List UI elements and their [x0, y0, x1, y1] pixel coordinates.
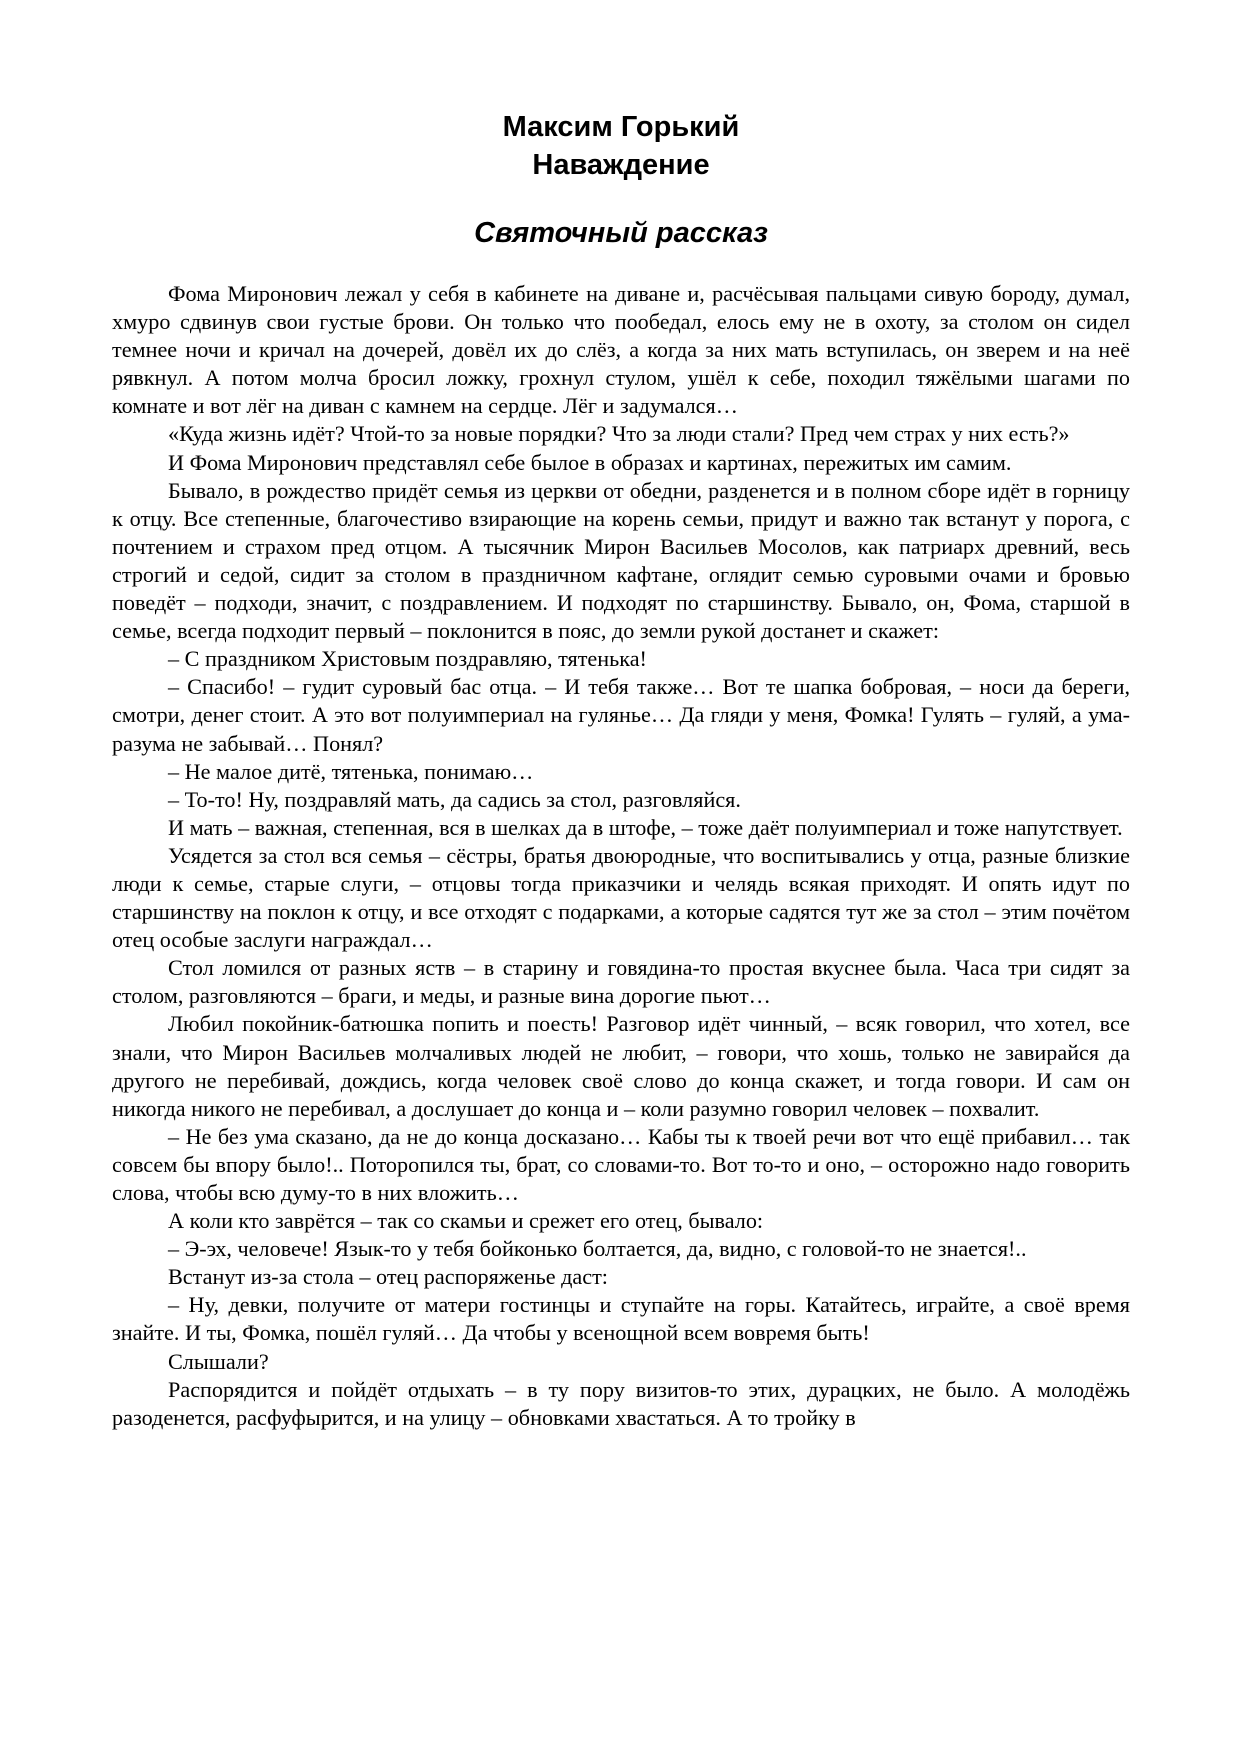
- work-subtitle: Святочный рассказ: [474, 217, 768, 249]
- paragraph: Любил покойник-батюшка попить и поесть! Разговор идёт чинный, – всяк говорил, что хотел, все знали, что Мирон Васильев молчаливых людей не любит, – говори, что хошь, только не завирайся да другого не перебивай, дождись, когда человек своё слово до конца скажет, и тогда говори. И сам он никогда никого не перебивал, а дослушает до конца и – коли разумно говорил человек – похвалит.: [112, 1011, 1130, 1121]
- paragraph: – Не без ума сказано, да не до конца досказано… Кабы ты к твоей речи вот что ещё прибавил… так совсем бы впору было!.. Поторопился ты, брат, со словами-то. Вот то-то и оно, – осторожно надо говорить слова, чтобы всю думу-то в них вложить…: [112, 1123, 1130, 1205]
- paragraph: – То-то! Ну, поздравляй мать, да садись за стол, разговляйся.: [168, 786, 741, 812]
- paragraph: Усядется за стол вся семья – сёстры, братья двоюродные, что воспитывались у отца, разные близкие люди к семье, старые слуги, – отцовы тогда приказчики и челядь всякая приходят. И опять идут по старшинству на поклон к отцу, и все отходят с подарками, а которые садятся тут же за стол – этим почётом отец особые заслуги награждал…: [112, 842, 1130, 953]
- paragraph: Встанут из-за стола – отец распоряженье даст:: [168, 1264, 608, 1290]
- paragraph: – С праздником Христовым поздравляю, тятенька!: [168, 646, 647, 672]
- paragraph: – Э-эх, человече! Язык-то у тебя бойконько болтается, да, видно, с головой-то не знается!..: [168, 1236, 1027, 1262]
- work-title: Наваждение: [532, 149, 710, 181]
- paragraph: «Куда жизнь идёт? Чтой-то за новые порядки? Что за люди стали? Пред чем страх у них есть?»: [168, 421, 1070, 447]
- paragraph: – Спасибо! – гудит суровый бас отца. – И тебя также… Вот те шапка бобровая, – носи да береги, смотри, денег стоит. А это вот полуимпериал на гулянье… Да гляди у меня, Фомка! Гулять – гуляй, а ума-разума не забывай… Понял?: [112, 674, 1130, 756]
- title-block: [0, 108, 1242, 252]
- paragraph: И Фома Миронович представлял себе былое в образах и картинах, пережитых им самим.: [168, 449, 1012, 475]
- paragraph: А коли кто заврётся – так со скамьи и срежет его отец, бывало:: [168, 1208, 764, 1234]
- paragraph: – Не малое дитё, тятенька, понимаю…: [168, 758, 534, 784]
- paragraph: Бывало, в рождество придёт семья из церкви от обедни, разденется и в полном сборе идёт в горницу к отцу. Все степенные, благочестиво взирающие на корень семьи, придут и важно так встанут у порога, с почтением и страхом пред отцом. А тысячник Мирон Васильев Мосолов, как патриарх древний, весь строгий и седой, сидит за столом в праздничном кафтане, оглядит семью суровыми очами и бровью поведёт – подходи, значит, с поздравлением. И подходят по старшинству. Бывало, он, Фома, старшой в семье, всегда подходит первый – поклонится в пояс, до земли рукой достанет и скажет:: [112, 477, 1130, 644]
- paragraph: Слышали?: [168, 1348, 269, 1374]
- paragraph: – Ну, девки, получите от матери гостинцы и ступайте на горы. Катайтесь, играйте, а своё время знайте. И ты, Фомка, пошёл гуляй… Да чтобы у всенощной всем вовремя быть!: [112, 1292, 1130, 1346]
- paragraph: И мать – важная, степенная, вся в шелках да в штофе, – тоже даёт полуимпериал и тоже напутствует.: [168, 814, 1123, 840]
- paragraph: Фома Миронович лежал у себя в кабинете на диване и, расчёсывая пальцами сивую бороду, думал, хмуро сдвинув свои густые брови. Он только что пообедал, елось ему не в охоту, за столом он сидел темнее ночи и кричал на дочерей, довёл их до слёз, а когда за них мать вступилась, он зверем и на неё рявкнул. А потом молча бросил ложку, грохнул стулом, ушёл к себе, походил тяжёлыми шагами по комнате и вот лёг на диван с камнем на сердце. Лёг и задумался…: [112, 281, 1130, 419]
- paragraph: Стол ломился от разных яств – в старину и говядина-то простая вкуснее была. Часа три сидят за столом, разговляются – браги, и меды, и разные вина дорогие пьют…: [112, 955, 1130, 1009]
- paragraph: Распорядится и пойдёт отдыхать – в ту пору визитов-то этих, дурацких, не было. А молодёжь разоденется, расфуфырится, и на улицу – обновками хвастаться. А то тройку в: [112, 1376, 1130, 1430]
- author-name: Максим Горький: [502, 111, 740, 143]
- body-text: [112, 280, 1130, 1432]
